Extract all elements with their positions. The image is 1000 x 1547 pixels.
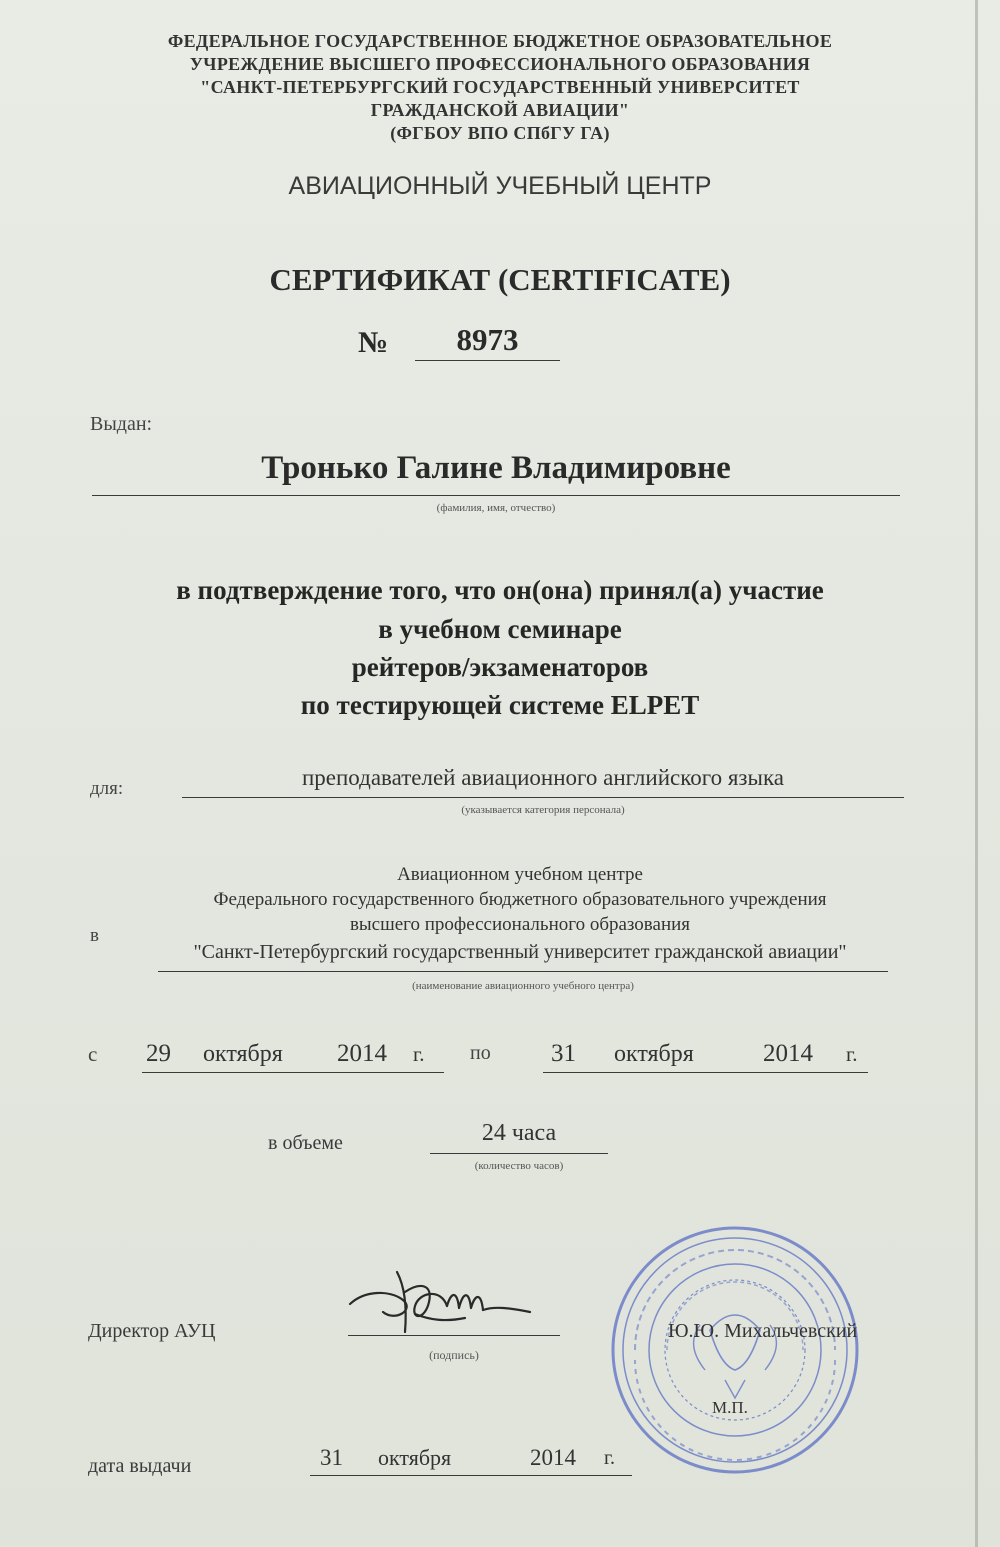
for-underline bbox=[182, 797, 904, 798]
director-name: Ю.Ю. Михальчевский bbox=[668, 1320, 858, 1342]
confirmation-line-1: в подтверждение того, что он(она) принял(а) участие bbox=[176, 575, 824, 605]
to-month: октября bbox=[614, 1041, 694, 1067]
from-underline bbox=[142, 1072, 444, 1073]
confirmation-line-3: рейтеров/экзаменаторов bbox=[351, 652, 649, 682]
issue-month: октября bbox=[378, 1445, 452, 1470]
volume-caption: (количество часов) bbox=[474, 1160, 564, 1172]
page-edge bbox=[975, 0, 978, 1547]
confirmation-line-4: по тестирующей системе ELPET bbox=[300, 690, 700, 720]
confirmation-line-2: в учебном семинаре bbox=[378, 614, 622, 644]
for-label: для: bbox=[90, 778, 124, 799]
number-underline bbox=[415, 360, 560, 361]
from-year: 2014 bbox=[337, 1040, 387, 1067]
in-line-4: "Санкт-Петербургский государственный университет гражданской авиации" bbox=[193, 941, 847, 963]
in-line-1: Авиационном учебном центре bbox=[397, 864, 643, 885]
volume-underline bbox=[430, 1153, 608, 1154]
number-label: № bbox=[358, 326, 389, 359]
for-value: преподавателей авиационного английского языка bbox=[301, 765, 785, 790]
issue-suffix: г. bbox=[604, 1447, 615, 1469]
center-name: АВИАЦИОННЫЙ УЧЕБНЫЙ ЦЕНТР bbox=[288, 172, 712, 200]
header-line-1: ФЕДЕРАЛЬНОЕ ГОСУДАРСТВЕННОЕ БЮДЖЕТНОЕ ОБРАЗОВАТЕЛЬНОЕ bbox=[167, 31, 833, 51]
director-signature bbox=[345, 1262, 535, 1342]
in-line-2: Федерального государственного бюджетного образовательного учреждения bbox=[213, 889, 827, 910]
from-suffix: г. bbox=[413, 1042, 425, 1066]
for-caption: (указывается категория персонала) bbox=[461, 804, 625, 816]
in-caption: (наименование авиационного учебного центра) bbox=[412, 980, 634, 992]
to-suffix: г. bbox=[846, 1042, 858, 1066]
header-line-3: "САНКТ-ПЕТЕРБУРГСКИЙ ГОСУДАРСТВЕННЫЙ УНИВЕРСИТЕТ bbox=[200, 77, 800, 97]
in-label: в bbox=[90, 925, 99, 946]
issue-date-underline bbox=[310, 1475, 632, 1476]
header-line-4: ГРАЖДАНСКОЙ АВИАЦИИ" bbox=[370, 100, 630, 120]
from-month: октября bbox=[203, 1041, 283, 1067]
to-underline bbox=[543, 1072, 868, 1073]
to-label: по bbox=[470, 1042, 491, 1064]
issue-day: 31 bbox=[320, 1445, 343, 1470]
signature-underline bbox=[348, 1335, 560, 1336]
from-label: с bbox=[88, 1042, 98, 1066]
to-day: 31 bbox=[551, 1040, 576, 1067]
official-stamp bbox=[605, 1220, 865, 1480]
recipient-caption: (фамилия, имя, отчество) bbox=[436, 502, 556, 514]
in-line-3: высшего профессионального образования bbox=[349, 914, 691, 935]
stamp-label: М.П. bbox=[712, 1398, 748, 1417]
signature-caption: (подпись) bbox=[429, 1348, 479, 1362]
to-year: 2014 bbox=[763, 1040, 813, 1067]
from-day: 29 bbox=[146, 1040, 171, 1067]
certificate-number: 8973 bbox=[456, 322, 519, 357]
volume-value: 24 часа bbox=[481, 1120, 557, 1146]
certificate-title: СЕРТИФИКАТ (CERTIFICATE) bbox=[269, 262, 731, 297]
recipient-underline bbox=[92, 495, 900, 496]
header-line-5: (ФГБОУ ВПО СПбГУ ГА) bbox=[390, 123, 610, 143]
in-underline bbox=[158, 971, 888, 972]
volume-label: в объеме bbox=[268, 1132, 343, 1154]
header-line-2: УЧРЕЖДЕНИЕ ВЫСШЕГО ПРОФЕССИОНАЛЬНОГО ОБРАЗОВАНИЯ bbox=[189, 54, 811, 74]
issued-label: Выдан: bbox=[90, 413, 153, 435]
director-role: Директор АУЦ bbox=[88, 1320, 216, 1342]
recipient-name: Тронько Галине Владимировне bbox=[261, 450, 731, 486]
issue-year: 2014 bbox=[530, 1445, 576, 1470]
issue-date-label: дата выдачи bbox=[88, 1455, 192, 1477]
